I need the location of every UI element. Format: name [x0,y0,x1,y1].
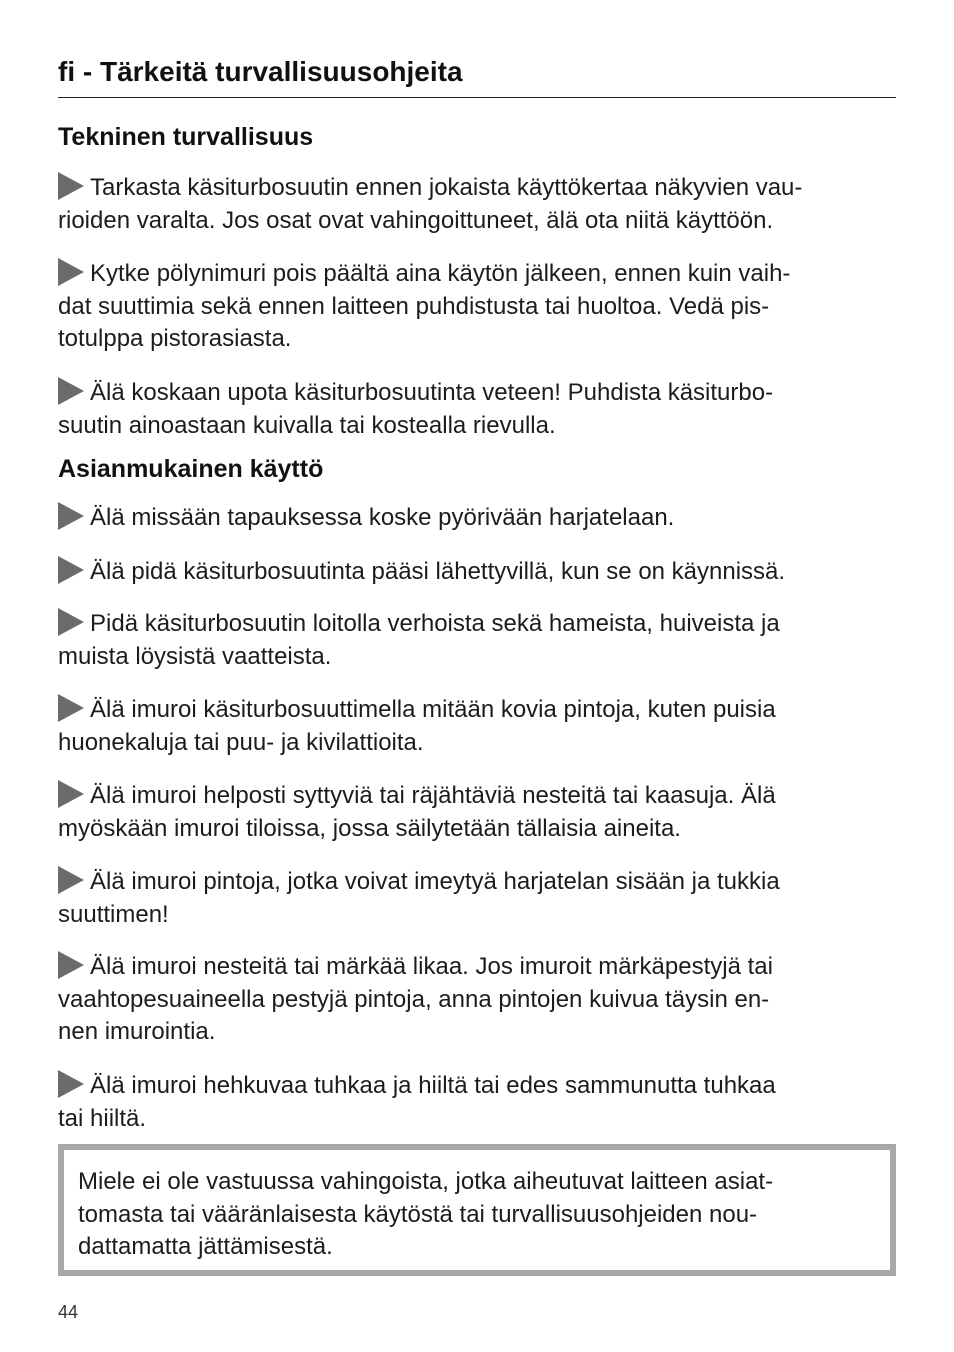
triangle-right-icon [58,258,84,286]
triangle-right-icon [58,556,84,584]
instruction-line: totulppa pistorasiasta. [58,325,292,352]
triangle-right-icon [58,608,84,636]
triangle-right-icon [58,951,84,979]
notice-line: dattamatta jättämisestä. [78,1233,333,1260]
instruction-line: rioiden varalta. Jos osat ovat vahingoittuneet, älä ota niitä käyttöön. [58,206,774,234]
triangle-right-icon [58,172,84,200]
safety-instruction [58,1070,896,1135]
safety-instruction [58,377,896,442]
safety-instruction [58,951,896,1049]
section-heading-technical-safety: Tekninen turvallisuus [58,123,314,151]
safety-instruction [58,608,896,673]
safety-instruction [58,694,896,759]
liability-notice-text [78,1166,878,1264]
instruction-line: Tarkasta käsiturbosuutin ennen jokaista käyttökertaa näkyvien vau- [90,174,803,201]
safety-instruction [58,502,896,535]
instruction-line: Älä missään tapauksessa koske pyörivään harjatelaan. [90,504,675,531]
triangle-right-icon [58,377,84,405]
instruction-line: Älä imuroi helposti syttyviä tai räjähtäviä nesteitä tai kaasuja. Älä [90,782,776,809]
instruction-line: Älä imuroi nesteitä tai märkää likaa. Jos imuroit märkäpestyjä tai [90,953,773,980]
section-heading-proper-use: Asianmukainen käyttö [58,455,324,483]
safety-instruction [58,258,896,356]
instruction-line: Älä imuroi hehkuvaa tuhkaa ja hiiltä tai edes sammunutta tuhkaa [90,1072,776,1099]
notice-line: tomasta tai vääränlaisesta käytöstä tai turvallisuusohjeiden nou- [78,1200,758,1228]
instruction-line: muista löysistä vaatteista. [58,642,332,670]
instruction-line: Pidä käsiturbosuutin loitolla verhoista sekä hameista, huiveista ja [90,610,780,637]
instruction-line: vaahtopesuaineella pestyjä pintoja, anna pintojen kuivua täysin en- [58,985,770,1013]
page-title: fi - Tärkeitä turvallisuusohjeita [58,56,463,87]
triangle-right-icon [58,866,84,894]
header-divider [58,97,896,98]
instruction-line: Älä pidä käsiturbosuutinta pääsi lähettyvillä, kun se on käynnissä. [90,558,786,585]
instruction-line: myöskään imuroi tiloissa, jossa säilytetään tällaisia aineita. [58,814,681,842]
instruction-line: Älä koskaan upota käsiturbosuutinta veteen! Puhdista käsiturbo- [90,379,774,406]
instruction-line: tai hiiltä. [58,1104,147,1132]
instruction-line: huonekaluja tai puu- ja kivilattioita. [58,728,424,756]
instruction-line: Kytke pölynimuri pois päältä aina käytön jälkeen, ennen kuin vaih- [90,260,791,287]
instruction-line: suutin ainoastaan kuivalla tai kostealla rievulla. [58,411,556,439]
triangle-right-icon [58,694,84,722]
safety-instruction [58,172,896,237]
instruction-line: suuttimen! [58,900,169,928]
safety-instruction [58,780,896,845]
safety-instruction [58,866,896,931]
instruction-line: nen imurointia. [58,1018,216,1045]
instruction-line: dat suuttimia sekä ennen laitteen puhdistusta tai huoltoa. Vedä pis- [58,292,770,320]
triangle-right-icon [58,502,84,530]
instruction-line: Älä imuroi pintoja, jotka voivat imeytyä harjatelan sisään ja tukkia [90,868,780,895]
safety-instruction [58,556,896,589]
triangle-right-icon [58,780,84,808]
triangle-right-icon [58,1070,84,1098]
instruction-line: Älä imuroi käsiturbosuuttimella mitään kovia pintoja, kuten puisia [90,696,776,723]
notice-line: Miele ei ole vastuussa vahingoista, jotka aiheutuvat laitteen asiat- [78,1168,774,1195]
page-number: 44 [58,1302,79,1322]
liability-notice-box [58,1144,896,1276]
